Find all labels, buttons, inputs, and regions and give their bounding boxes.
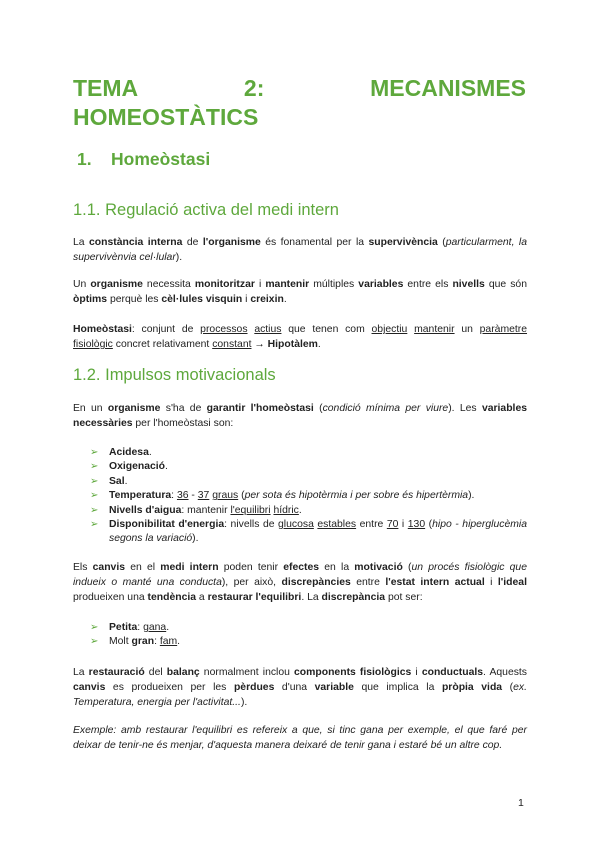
arrow-right-icon: ➢ <box>90 461 99 473</box>
paragraph-exemple: Exemple: amb restaurar l'equilibri es refereix a que, si tinc gana per exemple, el que faré per deixar de tenir-ne és menjar, d'aquesta manera deixaré de tenir gana i estaré bé un altre cop. <box>73 725 527 752</box>
paragraph-constancia: La constància interna de l'organisme és fonamental per la supervivència (particularment, la supervivènvia cel·lular). <box>73 237 527 264</box>
arrow-right-icon: ➢ <box>90 447 99 458</box>
variables-list <box>90 446 527 547</box>
paragraph-organisme: Un organisme necessita monitoritzar i mantenir múltiples variables entre els nivells que són òptims perquè les cèl·lules visquin i creixin. <box>73 279 527 306</box>
paragraph-restauracio: La restauració del balanç normalment inclou components fisiològics i conductuals. Aquests canvis es produeixen per les pèrdues d'una variable que implica la pròpia vida (ex. Temperatura, energia per l'activitat...). <box>73 667 527 709</box>
list-item: ➢ Nivells d'aigua: mantenir l'equilibri hídric. <box>90 504 527 518</box>
arrow-right-icon: ➢ <box>90 475 99 487</box>
arrow-right-icon: ➢ <box>90 490 99 502</box>
list-item: ➢ Acidesa. <box>90 446 527 460</box>
page-number: 1 <box>518 797 524 809</box>
section-label: Homeòstasi <box>111 149 211 169</box>
list-item: ➢ Sal. <box>90 475 527 489</box>
document-title <box>73 74 526 132</box>
section-heading-1 <box>73 149 210 170</box>
list-item: ➢ Temperatura: 36 - 37 graus (per sota és hipotèrmia i per sobre és hipertèrmia). <box>90 489 527 503</box>
list-item: ➢ Molt gran: fam. <box>90 635 527 649</box>
section-number: 1. <box>77 149 92 169</box>
list-item: ➢ Disponibilitat d'energia: nivells de glucosa estables entre 70 i 130 (hipo - hiperglucèmia segons la variació). <box>90 519 527 545</box>
paragraph-homeostasi-definition: Homeòstasi: conjunt de processos actius que tenen com objectiu mantenir un paràmetre fisiològic concret relativament constant → Hipotàlem. <box>73 324 528 351</box>
paragraph-canvis: Els canvis en el medi intern poden tenir efectes en la motivació (un procés fisiològic que indueix o manté una conducta), per això, discrepàncies entre l'estat intern actual i l'ideal produeixen una tendència a restaurar l'equilibri. La discrepància pot ser: <box>73 562 527 604</box>
subsection-heading-1-2: 1.2. Impulsos motivacionals <box>73 366 276 384</box>
arrow-right-icon: ➢ <box>90 622 99 633</box>
arrow-right-icon: ➢ <box>90 636 99 648</box>
arrow-right-icon: ➢ <box>90 519 99 531</box>
list-item: ➢ Petita: gana. <box>90 621 527 635</box>
title-word: TEMA <box>73 75 139 101</box>
title-word: 2: <box>243 75 265 101</box>
title-word: MECANISMES <box>370 75 526 101</box>
discrepancia-list <box>90 621 527 650</box>
list-item: ➢ Oxigenació. <box>90 460 527 474</box>
paragraph-variables: En un organisme s'ha de garantir l'homeòstasi (condició mínima per viure). Les variables necessàries per l'homeòstasi son: <box>73 403 527 430</box>
arrow-right-icon: ➢ <box>90 504 99 516</box>
title-line-2: HOMEOSTÀTICS <box>73 104 259 130</box>
subsection-heading-1-1: 1.1. Regulació activa del medi intern <box>73 201 339 219</box>
